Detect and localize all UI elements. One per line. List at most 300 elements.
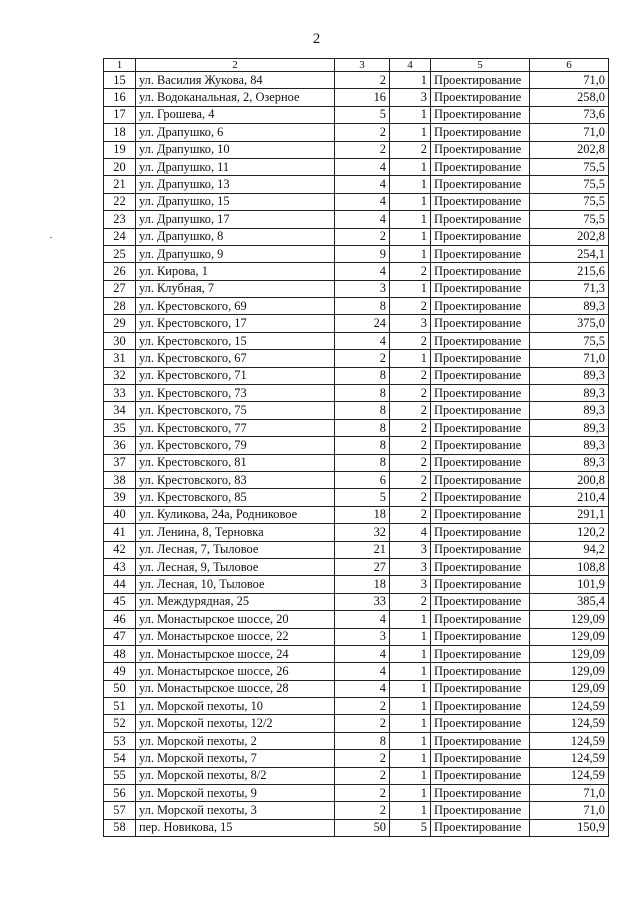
- col6-value-cell: 215,6: [530, 263, 609, 280]
- address-cell: ул. Морской пехоты, 2: [136, 732, 335, 749]
- table-row: [104, 158, 609, 175]
- row-number-cell: 37: [104, 454, 136, 471]
- table-row: [104, 524, 609, 541]
- status-cell: Проектирование: [431, 419, 530, 436]
- row-number-cell: 53: [104, 732, 136, 749]
- row-number-cell: 44: [104, 576, 136, 593]
- status-cell: Проектирование: [431, 611, 530, 628]
- address-cell: ул. Кирова, 1: [136, 263, 335, 280]
- col6-value-cell: 129,09: [530, 628, 609, 645]
- address-cell: ул. Грошева, 4: [136, 106, 335, 123]
- address-cell: ул. Крестовского, 71: [136, 367, 335, 384]
- col4-value-cell: 2: [390, 263, 431, 280]
- address-cell: ул. Крестовского, 67: [136, 350, 335, 367]
- col4-value-cell: 1: [390, 350, 431, 367]
- address-cell: ул. Монастырское шоссе, 28: [136, 680, 335, 697]
- address-cell: пер. Новикова, 15: [136, 819, 335, 836]
- header-cell-col3: 3: [335, 59, 390, 72]
- row-number-cell: 28: [104, 298, 136, 315]
- status-cell: Проектирование: [431, 315, 530, 332]
- address-cell: ул. Монастырское шоссе, 26: [136, 663, 335, 680]
- row-number-cell: 47: [104, 628, 136, 645]
- col3-value-cell: 4: [335, 663, 390, 680]
- col6-value-cell: 71,0: [530, 350, 609, 367]
- row-number-cell: 32: [104, 367, 136, 384]
- address-cell: ул. Крестовского, 15: [136, 332, 335, 349]
- header-cell-col4: 4: [390, 59, 431, 72]
- col6-value-cell: 89,3: [530, 437, 609, 454]
- address-cell: ул. Крестовского, 85: [136, 489, 335, 506]
- address-cell: ул. Драпушко, 9: [136, 245, 335, 262]
- status-cell: Проектирование: [431, 628, 530, 645]
- col4-value-cell: 3: [390, 315, 431, 332]
- col3-value-cell: 4: [335, 680, 390, 697]
- col6-value-cell: 75,5: [530, 176, 609, 193]
- table-row: [104, 176, 609, 193]
- table-row: [104, 767, 609, 784]
- col3-value-cell: 21: [335, 541, 390, 558]
- table-row: [104, 437, 609, 454]
- status-cell: Проектирование: [431, 385, 530, 402]
- table-row: [104, 350, 609, 367]
- row-number-cell: 18: [104, 124, 136, 141]
- col3-value-cell: 18: [335, 576, 390, 593]
- table-row: [104, 193, 609, 210]
- col6-value-cell: 210,4: [530, 489, 609, 506]
- address-cell: ул. Крестовского, 75: [136, 402, 335, 419]
- col3-value-cell: 2: [335, 228, 390, 245]
- col3-value-cell: 2: [335, 124, 390, 141]
- row-number-cell: 26: [104, 263, 136, 280]
- row-number-cell: 19: [104, 141, 136, 158]
- row-number-cell: 49: [104, 663, 136, 680]
- table-row: [104, 385, 609, 402]
- col6-value-cell: 71,3: [530, 280, 609, 297]
- col4-value-cell: 4: [390, 524, 431, 541]
- col4-value-cell: 3: [390, 558, 431, 575]
- row-number-cell: 41: [104, 524, 136, 541]
- address-cell: ул. Крестовского, 83: [136, 471, 335, 488]
- col4-value-cell: 2: [390, 593, 431, 610]
- row-number-cell: 50: [104, 680, 136, 697]
- col4-value-cell: 2: [390, 402, 431, 419]
- address-cell: ул. Крестовского, 81: [136, 454, 335, 471]
- col4-value-cell: 2: [390, 489, 431, 506]
- address-cell: ул. Крестовского, 69: [136, 298, 335, 315]
- table-row: [104, 72, 609, 89]
- status-cell: Проектирование: [431, 541, 530, 558]
- table-row: [104, 576, 609, 593]
- col6-value-cell: 124,59: [530, 715, 609, 732]
- col4-value-cell: 1: [390, 72, 431, 89]
- table-row: [104, 471, 609, 488]
- status-cell: Проектирование: [431, 158, 530, 175]
- status-cell: Проектирование: [431, 245, 530, 262]
- col4-value-cell: 1: [390, 715, 431, 732]
- table-row: [104, 211, 609, 228]
- table-row: [104, 732, 609, 749]
- table-row: [104, 645, 609, 662]
- header-row: [104, 59, 609, 72]
- col6-value-cell: 129,09: [530, 680, 609, 697]
- row-number-cell: 54: [104, 750, 136, 767]
- col4-value-cell: 2: [390, 298, 431, 315]
- col4-value-cell: 2: [390, 419, 431, 436]
- col4-value-cell: 1: [390, 158, 431, 175]
- row-number-cell: 38: [104, 471, 136, 488]
- status-cell: Проектирование: [431, 124, 530, 141]
- col4-value-cell: 1: [390, 732, 431, 749]
- col4-value-cell: 1: [390, 124, 431, 141]
- address-table: [103, 58, 609, 837]
- col3-value-cell: 8: [335, 385, 390, 402]
- status-cell: Проектирование: [431, 106, 530, 123]
- col6-value-cell: 108,8: [530, 558, 609, 575]
- col3-value-cell: 4: [335, 332, 390, 349]
- address-cell: ул. Монастырское шоссе, 22: [136, 628, 335, 645]
- status-cell: Проектирование: [431, 785, 530, 802]
- col3-value-cell: 2: [335, 698, 390, 715]
- status-cell: Проектирование: [431, 228, 530, 245]
- status-cell: Проектирование: [431, 732, 530, 749]
- col4-value-cell: 1: [390, 193, 431, 210]
- status-cell: Проектирование: [431, 402, 530, 419]
- row-number-cell: 40: [104, 506, 136, 523]
- table-row: [104, 106, 609, 123]
- col6-value-cell: 291,1: [530, 506, 609, 523]
- col4-value-cell: 1: [390, 106, 431, 123]
- table-row: [104, 280, 609, 297]
- col6-value-cell: 89,3: [530, 454, 609, 471]
- col6-value-cell: 124,59: [530, 732, 609, 749]
- status-cell: Проектирование: [431, 332, 530, 349]
- address-cell: ул. Лесная, 10, Тыловое: [136, 576, 335, 593]
- col3-value-cell: 4: [335, 176, 390, 193]
- col4-value-cell: 1: [390, 802, 431, 819]
- table-row: [104, 245, 609, 262]
- table-row: [104, 332, 609, 349]
- col6-value-cell: 94,2: [530, 541, 609, 558]
- table-row: [104, 785, 609, 802]
- col4-value-cell: 1: [390, 680, 431, 697]
- address-cell: ул. Клубная, 7: [136, 280, 335, 297]
- table-row: [104, 715, 609, 732]
- col3-value-cell: 2: [335, 715, 390, 732]
- address-cell: ул. Драпушко, 15: [136, 193, 335, 210]
- row-number-cell: 39: [104, 489, 136, 506]
- row-number-cell: 56: [104, 785, 136, 802]
- address-cell: ул. Морской пехоты, 8/2: [136, 767, 335, 784]
- status-cell: Проектирование: [431, 193, 530, 210]
- col3-value-cell: 3: [335, 280, 390, 297]
- row-number-cell: 29: [104, 315, 136, 332]
- col3-value-cell: 5: [335, 106, 390, 123]
- address-cell: ул. Монастырское шоссе, 20: [136, 611, 335, 628]
- address-cell: ул. Куликова, 24а, Родниковое: [136, 506, 335, 523]
- address-cell: ул. Лесная, 7, Тыловое: [136, 541, 335, 558]
- row-number-cell: 17: [104, 106, 136, 123]
- col3-value-cell: 18: [335, 506, 390, 523]
- status-cell: Проектирование: [431, 767, 530, 784]
- table-row: [104, 367, 609, 384]
- header-cell-col2: 2: [136, 59, 335, 72]
- col4-value-cell: 2: [390, 141, 431, 158]
- col6-value-cell: 89,3: [530, 402, 609, 419]
- col3-value-cell: 2: [335, 72, 390, 89]
- header-cell-col1: 1: [104, 59, 136, 72]
- scan-speck: [50, 237, 52, 238]
- status-cell: Проектирование: [431, 593, 530, 610]
- col3-value-cell: 2: [335, 802, 390, 819]
- col3-value-cell: 4: [335, 211, 390, 228]
- col6-value-cell: 258,0: [530, 89, 609, 106]
- col3-value-cell: 32: [335, 524, 390, 541]
- row-number-cell: 16: [104, 89, 136, 106]
- table-row: [104, 419, 609, 436]
- row-number-cell: 36: [104, 437, 136, 454]
- col4-value-cell: 1: [390, 750, 431, 767]
- col6-value-cell: 375,0: [530, 315, 609, 332]
- status-cell: Проектирование: [431, 471, 530, 488]
- col6-value-cell: 129,09: [530, 663, 609, 680]
- status-cell: Проектирование: [431, 263, 530, 280]
- status-cell: Проектирование: [431, 437, 530, 454]
- col4-value-cell: 2: [390, 454, 431, 471]
- table-row: [104, 89, 609, 106]
- address-cell: ул. Ленина, 8, Терновка: [136, 524, 335, 541]
- col6-value-cell: 200,8: [530, 471, 609, 488]
- col6-value-cell: 75,5: [530, 211, 609, 228]
- col6-value-cell: 129,09: [530, 645, 609, 662]
- table-row: [104, 628, 609, 645]
- row-number-cell: 43: [104, 558, 136, 575]
- col6-value-cell: 75,5: [530, 158, 609, 175]
- table-row: [104, 298, 609, 315]
- status-cell: Проектирование: [431, 367, 530, 384]
- address-cell: ул. Крестовского, 73: [136, 385, 335, 402]
- col3-value-cell: 4: [335, 193, 390, 210]
- col3-value-cell: 2: [335, 767, 390, 784]
- col3-value-cell: 5: [335, 489, 390, 506]
- col3-value-cell: 8: [335, 402, 390, 419]
- status-cell: Проектирование: [431, 280, 530, 297]
- status-cell: Проектирование: [431, 524, 530, 541]
- status-cell: Проектирование: [431, 819, 530, 836]
- table-row: [104, 454, 609, 471]
- row-number-cell: 45: [104, 593, 136, 610]
- row-number-cell: 31: [104, 350, 136, 367]
- address-cell: ул. Морской пехоты, 9: [136, 785, 335, 802]
- col4-value-cell: 2: [390, 367, 431, 384]
- table-row: [104, 611, 609, 628]
- status-cell: Проектирование: [431, 506, 530, 523]
- col6-value-cell: 202,8: [530, 228, 609, 245]
- col4-value-cell: 1: [390, 611, 431, 628]
- col3-value-cell: 4: [335, 645, 390, 662]
- address-cell: ул. Лесная, 9, Тыловое: [136, 558, 335, 575]
- status-cell: Проектирование: [431, 663, 530, 680]
- col6-value-cell: 71,0: [530, 802, 609, 819]
- row-number-cell: 57: [104, 802, 136, 819]
- status-cell: Проектирование: [431, 558, 530, 575]
- status-cell: Проектирование: [431, 576, 530, 593]
- col4-value-cell: 1: [390, 698, 431, 715]
- status-cell: Проектирование: [431, 298, 530, 315]
- col3-value-cell: 8: [335, 437, 390, 454]
- address-cell: ул. Крестовского, 17: [136, 315, 335, 332]
- col3-value-cell: 24: [335, 315, 390, 332]
- col4-value-cell: 1: [390, 785, 431, 802]
- col6-value-cell: 75,5: [530, 193, 609, 210]
- row-number-cell: 52: [104, 715, 136, 732]
- col4-value-cell: 2: [390, 437, 431, 454]
- row-number-cell: 35: [104, 419, 136, 436]
- col6-value-cell: 124,59: [530, 698, 609, 715]
- col6-value-cell: 89,3: [530, 367, 609, 384]
- table-row: [104, 593, 609, 610]
- address-cell: ул. Морской пехоты, 12/2: [136, 715, 335, 732]
- status-cell: Проектирование: [431, 350, 530, 367]
- address-cell: ул. Драпушко, 13: [136, 176, 335, 193]
- col4-value-cell: 2: [390, 471, 431, 488]
- table-row: [104, 402, 609, 419]
- address-cell: ул. Междурядная, 25: [136, 593, 335, 610]
- col3-value-cell: 2: [335, 785, 390, 802]
- col3-value-cell: 8: [335, 732, 390, 749]
- col3-value-cell: 2: [335, 750, 390, 767]
- table-row: [104, 698, 609, 715]
- col6-value-cell: 254,1: [530, 245, 609, 262]
- row-number-cell: 58: [104, 819, 136, 836]
- col3-value-cell: 4: [335, 611, 390, 628]
- address-cell: ул. Драпушко, 8: [136, 228, 335, 245]
- row-number-cell: 55: [104, 767, 136, 784]
- col3-value-cell: 2: [335, 141, 390, 158]
- table-body: [104, 72, 609, 837]
- row-number-cell: 15: [104, 72, 136, 89]
- col3-value-cell: 2: [335, 350, 390, 367]
- table-header: [104, 59, 609, 72]
- table-row: [104, 489, 609, 506]
- table-row: [104, 680, 609, 697]
- col4-value-cell: 2: [390, 385, 431, 402]
- col3-value-cell: 16: [335, 89, 390, 106]
- col4-value-cell: 3: [390, 576, 431, 593]
- address-cell: ул. Крестовского, 79: [136, 437, 335, 454]
- table-row: [104, 750, 609, 767]
- col6-value-cell: 71,0: [530, 124, 609, 141]
- col6-value-cell: 120,2: [530, 524, 609, 541]
- status-cell: Проектирование: [431, 715, 530, 732]
- row-number-cell: 48: [104, 645, 136, 662]
- table-row: [104, 541, 609, 558]
- row-number-cell: 27: [104, 280, 136, 297]
- col6-value-cell: 89,3: [530, 419, 609, 436]
- col3-value-cell: 33: [335, 593, 390, 610]
- row-number-cell: 33: [104, 385, 136, 402]
- col6-value-cell: 71,0: [530, 72, 609, 89]
- header-cell-col6: 6: [530, 59, 609, 72]
- col6-value-cell: 89,3: [530, 298, 609, 315]
- col4-value-cell: 1: [390, 645, 431, 662]
- col3-value-cell: 6: [335, 471, 390, 488]
- col4-value-cell: 1: [390, 211, 431, 228]
- col3-value-cell: 8: [335, 298, 390, 315]
- address-cell: ул. Водоканальная, 2, Озерное: [136, 89, 335, 106]
- status-cell: Проектирование: [431, 72, 530, 89]
- col6-value-cell: 71,0: [530, 785, 609, 802]
- col3-value-cell: 50: [335, 819, 390, 836]
- row-number-cell: 22: [104, 193, 136, 210]
- status-cell: Проектирование: [431, 645, 530, 662]
- row-number-cell: 21: [104, 176, 136, 193]
- col3-value-cell: 4: [335, 263, 390, 280]
- row-number-cell: 46: [104, 611, 136, 628]
- col4-value-cell: 1: [390, 176, 431, 193]
- row-number-cell: 34: [104, 402, 136, 419]
- col4-value-cell: 1: [390, 245, 431, 262]
- col6-value-cell: 385,4: [530, 593, 609, 610]
- col3-value-cell: 27: [335, 558, 390, 575]
- col4-value-cell: 2: [390, 332, 431, 349]
- status-cell: Проектирование: [431, 489, 530, 506]
- address-cell: ул. Крестовского, 77: [136, 419, 335, 436]
- row-number-cell: 42: [104, 541, 136, 558]
- row-number-cell: 25: [104, 245, 136, 262]
- col4-value-cell: 2: [390, 506, 431, 523]
- col4-value-cell: 1: [390, 228, 431, 245]
- col4-value-cell: 3: [390, 541, 431, 558]
- table-row: [104, 802, 609, 819]
- status-cell: Проектирование: [431, 176, 530, 193]
- table-row: [104, 124, 609, 141]
- col6-value-cell: 150,9: [530, 819, 609, 836]
- col6-value-cell: 89,3: [530, 385, 609, 402]
- address-cell: ул. Морской пехоты, 7: [136, 750, 335, 767]
- col4-value-cell: 1: [390, 280, 431, 297]
- col4-value-cell: 3: [390, 89, 431, 106]
- col4-value-cell: 1: [390, 663, 431, 680]
- table-row: [104, 663, 609, 680]
- row-number-cell: 30: [104, 332, 136, 349]
- header-cell-col5: 5: [431, 59, 530, 72]
- status-cell: Проектирование: [431, 89, 530, 106]
- address-cell: ул. Драпушко, 11: [136, 158, 335, 175]
- col3-value-cell: 8: [335, 419, 390, 436]
- row-number-cell: 51: [104, 698, 136, 715]
- col4-value-cell: 1: [390, 767, 431, 784]
- status-cell: Проектирование: [431, 698, 530, 715]
- col3-value-cell: 8: [335, 367, 390, 384]
- col6-value-cell: 124,59: [530, 767, 609, 784]
- status-cell: Проектирование: [431, 211, 530, 228]
- address-cell: ул. Драпушко, 17: [136, 211, 335, 228]
- page-number: 2: [312, 31, 321, 47]
- col4-value-cell: 5: [390, 819, 431, 836]
- status-cell: Проектирование: [431, 454, 530, 471]
- table-row: [104, 141, 609, 158]
- table-row: [104, 228, 609, 245]
- col4-value-cell: 1: [390, 628, 431, 645]
- status-cell: Проектирование: [431, 802, 530, 819]
- row-number-cell: 24: [104, 228, 136, 245]
- col6-value-cell: 75,5: [530, 332, 609, 349]
- col6-value-cell: 101,9: [530, 576, 609, 593]
- status-cell: Проектирование: [431, 141, 530, 158]
- table-row: [104, 506, 609, 523]
- address-cell: ул. Морской пехоты, 3: [136, 802, 335, 819]
- table-row: [104, 819, 609, 836]
